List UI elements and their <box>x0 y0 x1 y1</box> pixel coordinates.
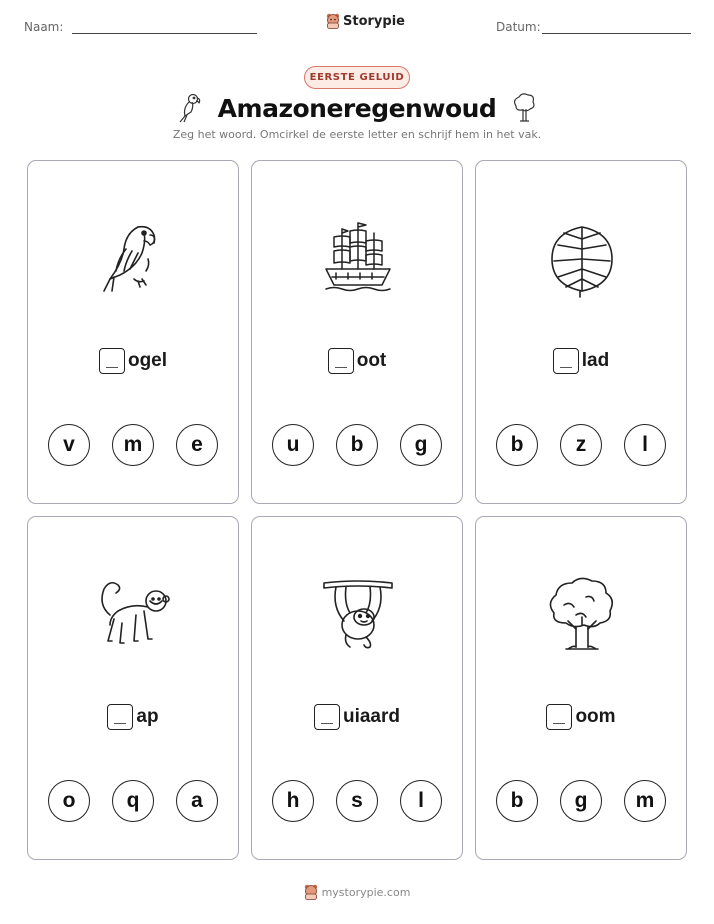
letter-option[interactable]: m <box>624 780 666 822</box>
letter-options <box>28 780 238 822</box>
letter-option[interactable]: u <box>272 424 314 466</box>
ship-icon <box>318 219 398 299</box>
letter-option[interactable]: v <box>48 424 90 466</box>
letter-option[interactable]: m <box>112 424 154 466</box>
letter-option[interactable]: s <box>336 780 378 822</box>
bear-icon <box>326 13 340 29</box>
sloth-icon <box>318 575 398 655</box>
word-ending: lad <box>581 350 610 371</box>
letter-option[interactable]: h <box>272 780 314 822</box>
brand-name: Storypie <box>343 13 405 29</box>
letter-option[interactable]: g <box>560 780 602 822</box>
letter-options <box>252 780 462 822</box>
tree-small-icon <box>510 92 538 124</box>
card-parrot <box>27 160 239 504</box>
bear-icon <box>304 884 318 900</box>
answer-box[interactable] <box>328 348 354 374</box>
title-row <box>0 90 714 126</box>
date-line[interactable] <box>542 33 691 34</box>
category-badge: EERSTE GELUID <box>304 66 410 89</box>
footer-url[interactable]: mystorypie.com <box>321 885 411 899</box>
date-label: Datum: <box>496 20 541 34</box>
letter-option[interactable]: e <box>176 424 218 466</box>
word-row <box>252 348 462 374</box>
footer <box>0 884 714 900</box>
letter-option[interactable]: l <box>400 780 442 822</box>
answer-box[interactable] <box>107 704 133 730</box>
word-row <box>252 704 462 730</box>
letter-option[interactable]: l <box>624 424 666 466</box>
letter-option[interactable]: q <box>112 780 154 822</box>
word-row <box>476 348 686 374</box>
letter-option[interactable]: b <box>336 424 378 466</box>
name-label: Naam: <box>24 20 64 34</box>
word-ending: ogel <box>127 350 168 371</box>
page-title: Amazoneregenwoud <box>217 93 497 123</box>
letter-option[interactable]: b <box>496 424 538 466</box>
header <box>0 0 714 50</box>
letter-option[interactable]: o <box>48 780 90 822</box>
card-tree <box>475 516 687 860</box>
tree-icon <box>542 575 622 655</box>
word-row <box>476 704 686 730</box>
letter-options <box>476 780 686 822</box>
letter-options <box>476 424 686 466</box>
letter-option[interactable]: b <box>496 780 538 822</box>
word-ending: oot <box>356 350 387 371</box>
parrot-icon <box>94 219 174 299</box>
word-row <box>28 348 238 374</box>
card-sloth <box>251 516 463 860</box>
answer-box[interactable] <box>314 704 340 730</box>
leaf-icon <box>542 219 622 299</box>
answer-box[interactable] <box>546 704 572 730</box>
word-row <box>28 704 238 730</box>
letter-options <box>28 424 238 466</box>
brand-logo <box>326 13 405 29</box>
word-ending: uiaard <box>342 706 401 727</box>
card-ship <box>251 160 463 504</box>
card-monkey <box>27 516 239 860</box>
word-ending: oom <box>575 706 616 727</box>
parrot-small-icon <box>176 92 204 124</box>
monkey-icon <box>94 575 174 655</box>
letter-option[interactable]: z <box>560 424 602 466</box>
answer-box[interactable] <box>99 348 125 374</box>
name-line[interactable] <box>72 33 257 34</box>
word-ending: ap <box>136 706 159 727</box>
answer-box[interactable] <box>553 348 579 374</box>
card-leaf <box>475 160 687 504</box>
instructions: Zeg het woord. Omcirkel de eerste letter en schrijf hem in het vak. <box>172 128 542 141</box>
letter-option[interactable]: g <box>400 424 442 466</box>
letter-option[interactable]: a <box>176 780 218 822</box>
letter-options <box>252 424 462 466</box>
